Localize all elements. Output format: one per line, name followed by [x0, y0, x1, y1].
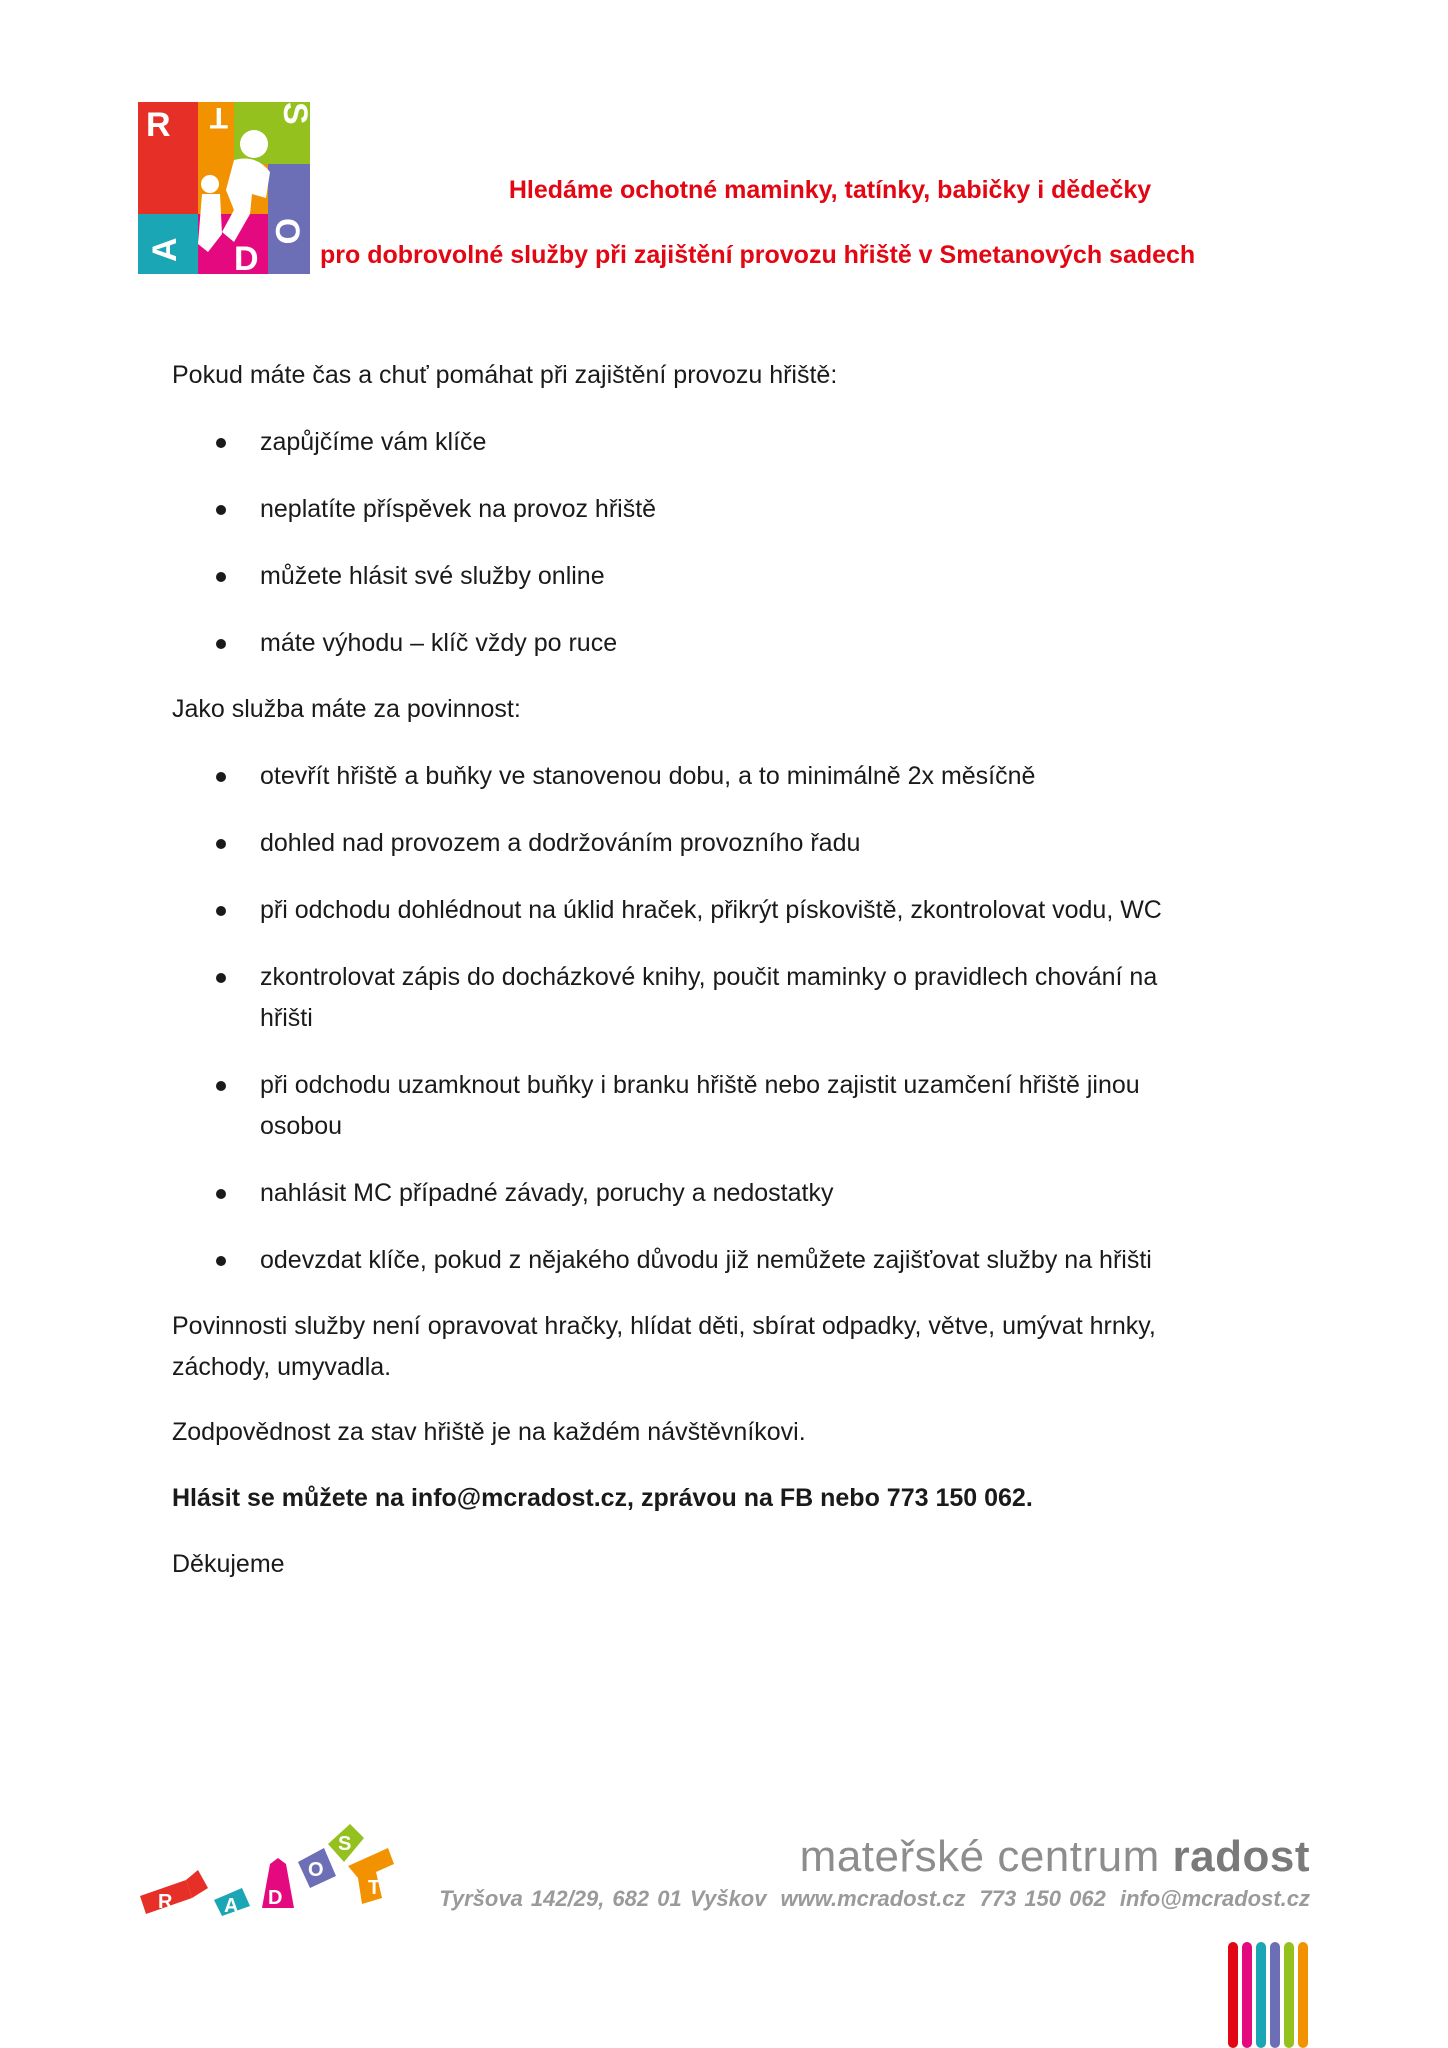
contact-line: Hlásit se můžete na info@mcradost.cz, zprávou na FB nebo 773 150 062. [172, 1484, 1033, 1512]
footer-logo-letter-s: S [338, 1833, 352, 1855]
list-item: otevřít hřiště a buňky ve stanovenou dobu, a to minimálně 2x měsíčně [216, 756, 1256, 797]
footer-org-name [800, 1832, 1310, 1882]
bullet-icon [216, 639, 226, 649]
footer-org-name-bold: radost [1172, 1832, 1310, 1881]
footer-logo-letter-r: R [158, 1891, 173, 1913]
intro-text: Pokud máte čas a chuť pomáhat při zajištění provozu hřiště: [172, 361, 838, 389]
logo-letter-a: A [146, 237, 184, 262]
logo-letter-s: S [276, 102, 314, 125]
list-item: můžete hlásit své služby online [216, 556, 1256, 597]
list-item: zkontrolovat zápis do docházkové knihy, poučit maminky o pravidlech chování na hřišti [216, 957, 1216, 1039]
list-item: odevzdat klíče, pokud z nějakého důvodu již nemůžete zajišťovat služby na hřišti [216, 1240, 1256, 1281]
radost-logo [138, 101, 314, 278]
bullet-icon [216, 906, 226, 916]
footer-logo-letter-t: T [368, 1877, 381, 1899]
stripe-purple [1270, 1942, 1280, 2048]
list-item: nahlásit MC případné závady, poruchy a nedostatky [216, 1173, 1256, 1214]
radost-footer-logo [138, 1818, 394, 1918]
stripe-magenta [1242, 1942, 1252, 2048]
list-item: neplatíte příspěvek na provoz hřiště [216, 489, 1256, 530]
stripe-green [1284, 1942, 1294, 2048]
thanks-text: Děkujeme [172, 1550, 285, 1578]
responsibility-text: Zodpovědnost za stav hřiště je na každém návštěvníkovi. [172, 1418, 806, 1446]
bullet-icon [216, 772, 226, 782]
bullet-icon [216, 505, 226, 515]
footer-org-name-light: mateřské centrum [799, 1832, 1173, 1881]
bullet-icon [216, 839, 226, 849]
bullet-icon [216, 1081, 226, 1091]
footer-address: Tyršova 142/29, 682 01 Vyškov [439, 1886, 767, 1911]
heading-line-1: Hledáme ochotné maminky, tatínky, babičky i dědečky [508, 176, 1152, 204]
footer-email-link[interactable]: info@mcradost.cz [1119, 1886, 1310, 1911]
list-item: při odchodu dohlédnout na úklid hraček, přikrýt pískoviště, zkontrolovat vodu, WC [216, 890, 1256, 931]
bullet-icon [216, 973, 226, 983]
footer-logo-letter-d: D [268, 1887, 283, 1909]
heading-line-2: pro dobrovolné služby při zajištění provozu hřiště v Smetanových sadech [320, 241, 1196, 269]
footer-logo-letter-a: A [224, 1895, 239, 1917]
duties-intro-text: Jako služba máte za povinnost: [172, 695, 521, 723]
footer-web-link[interactable]: www.mcradost.cz [780, 1886, 966, 1911]
stripe-red [1228, 1942, 1238, 2048]
stripe-orange [1298, 1942, 1308, 2048]
list-item: při odchodu uzamknout buňky i branku hřiště nebo zajistit uzamčení hřiště jinou osobou [216, 1065, 1216, 1147]
list-item: zapůjčíme vám klíče [216, 422, 1256, 463]
bullet-icon [216, 438, 226, 448]
footer-contact-line [439, 1886, 1310, 1912]
bullet-icon [216, 1189, 226, 1199]
list-item: máte výhodu – klíč vždy po ruce [216, 623, 1256, 664]
decorative-color-stripes [1228, 1942, 1310, 2048]
footer-phone: 773 150 062 [979, 1886, 1106, 1911]
logo-letter-o: O [268, 218, 306, 245]
logo-letter-t: T [209, 101, 228, 134]
logo-letter-d: D [234, 240, 259, 278]
footer-logo-letter-o: O [308, 1859, 324, 1881]
list-item: dohled nad provozem a dodržováním provozního řadu [216, 823, 1256, 864]
bullet-icon [216, 1256, 226, 1266]
logo-letter-r: R [146, 106, 171, 144]
bullet-icon [216, 572, 226, 582]
not-duties-text: Povinnosti služby není opravovat hračky, hlídat děti, sbírat odpadky, větve, umývat hrnky, záchody, umyvadla. [172, 1312, 1156, 1381]
stripe-teal [1256, 1942, 1266, 2048]
